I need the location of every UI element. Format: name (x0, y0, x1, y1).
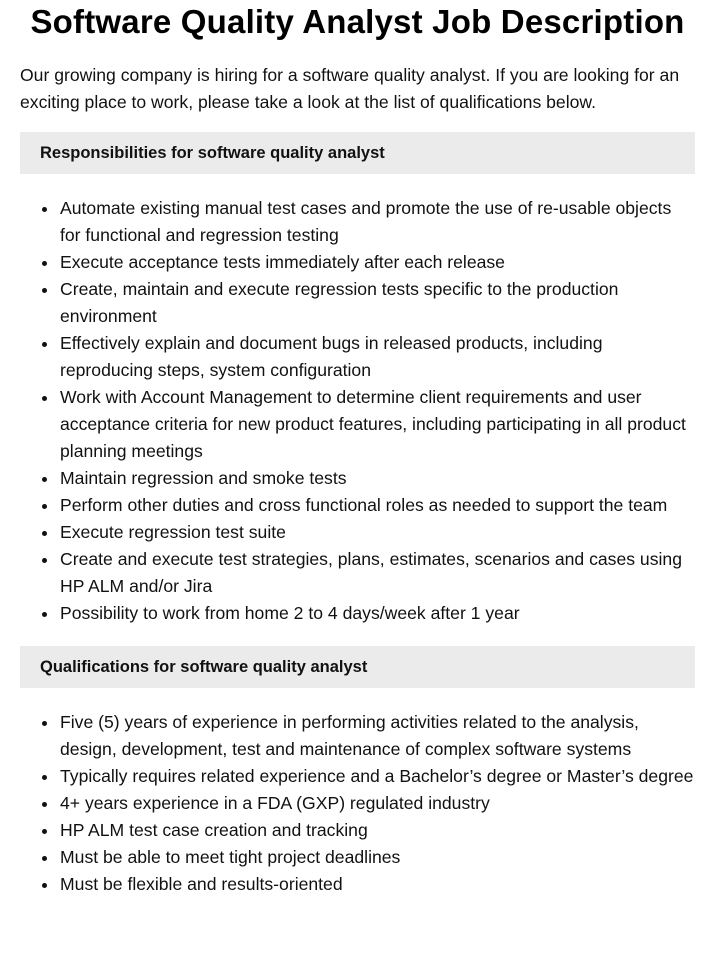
list-item: Must be flexible and results-oriented (60, 871, 695, 898)
list-item: Possibility to work from home 2 to 4 days/week after 1 year (60, 600, 695, 627)
list-item: Execute acceptance tests immediately after each release (60, 249, 695, 276)
qualifications-list (20, 709, 695, 898)
responsibilities-list (20, 195, 695, 627)
list-item: Execute regression test suite (60, 519, 695, 546)
list-item: Automate existing manual test cases and promote the use of re-usable objects for functional and regression testing (60, 195, 695, 249)
intro-paragraph: Our growing company is hiring for a software quality analyst. If you are looking for an exciting place to work, please take a look at the list of qualifications below. (20, 65, 680, 112)
list-item: Perform other duties and cross functional roles as needed to support the team (60, 492, 695, 519)
list-item: Create and execute test strategies, plans, estimates, scenarios and cases using HP ALM and/or Jira (60, 546, 695, 600)
list-item: Work with Account Management to determine client requirements and user acceptance criteria for new product features, including participating in all product planning meetings (60, 384, 695, 465)
page-title: Software Quality Analyst Job Description (30, 3, 685, 40)
qualifications-heading: Qualifications for software quality analyst (20, 646, 695, 688)
list-item: Maintain regression and smoke tests (60, 465, 695, 492)
list-item: 4+ years experience in a FDA (GXP) regulated industry (60, 790, 695, 817)
list-item: Must be able to meet tight project deadlines (60, 844, 695, 871)
responsibilities-heading: Responsibilities for software quality analyst (20, 132, 695, 174)
list-item: Typically requires related experience and a Bachelor’s degree or Master’s degree (60, 763, 695, 790)
list-item: Create, maintain and execute regression tests specific to the production environment (60, 276, 695, 330)
list-item: Five (5) years of experience in performing activities related to the analysis, design, development, test and maintenance of complex software systems (60, 709, 695, 763)
qualifications-section (20, 646, 695, 898)
list-item: Effectively explain and document bugs in released products, including reproducing steps, system configuration (60, 330, 695, 384)
list-item: HP ALM test case creation and tracking (60, 817, 695, 844)
responsibilities-section (20, 132, 695, 627)
